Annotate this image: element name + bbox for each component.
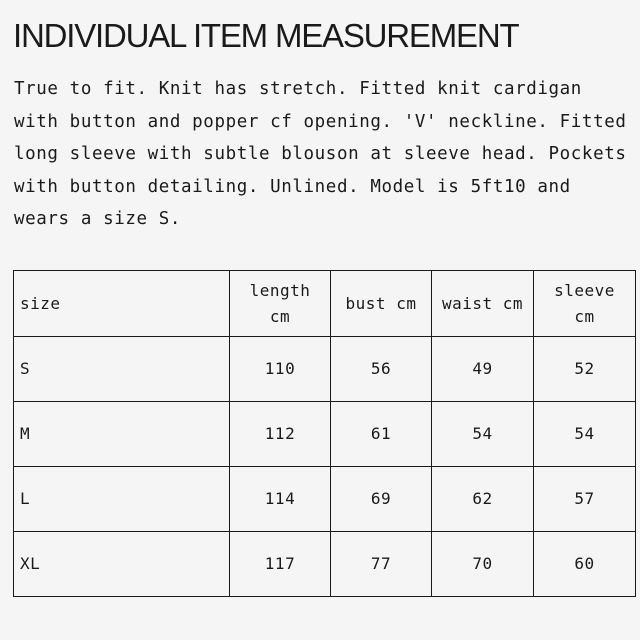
table-row: [14, 337, 636, 402]
product-description: True to fit. Knit has stretch. Fitted knit cardigan with button and popper cf opening. 'V' neckline. Fitted long sleeve with subtle blouson at sleeve head. Pockets with button detailing. Unlined. Model is 5ft10 and wears a size S.: [14, 79, 627, 230]
cell-bust: 56: [331, 337, 432, 402]
table-row: [14, 402, 636, 467]
cell-size: XL: [14, 532, 230, 597]
header-length: length cm: [230, 271, 331, 337]
measurement-table: [13, 270, 636, 597]
table-row: [14, 467, 636, 532]
cell-length: 110: [230, 337, 331, 402]
cell-waist: 70: [432, 532, 534, 597]
page-title: INDIVIDUAL ITEM MEASUREMENT: [13, 17, 519, 54]
header-bust: bust cm: [331, 271, 432, 337]
cell-waist: 62: [432, 467, 534, 532]
table-row: [14, 532, 636, 597]
cell-sleeve: 54: [534, 402, 636, 467]
cell-length: 117: [230, 532, 331, 597]
cell-bust: 69: [331, 467, 432, 532]
cell-waist: 54: [432, 402, 534, 467]
header-waist: waist cm: [432, 271, 534, 337]
cell-sleeve: 57: [534, 467, 636, 532]
cell-sleeve: 52: [534, 337, 636, 402]
cell-waist: 49: [432, 337, 534, 402]
header-size: size: [14, 271, 230, 337]
header-sleeve: sleeve cm: [534, 271, 636, 337]
cell-bust: 77: [331, 532, 432, 597]
table-header-row: [14, 271, 636, 337]
cell-size: M: [14, 402, 230, 467]
cell-length: 114: [230, 467, 331, 532]
cell-sleeve: 60: [534, 532, 636, 597]
cell-bust: 61: [331, 402, 432, 467]
cell-size: L: [14, 467, 230, 532]
cell-length: 112: [230, 402, 331, 467]
cell-size: S: [14, 337, 230, 402]
